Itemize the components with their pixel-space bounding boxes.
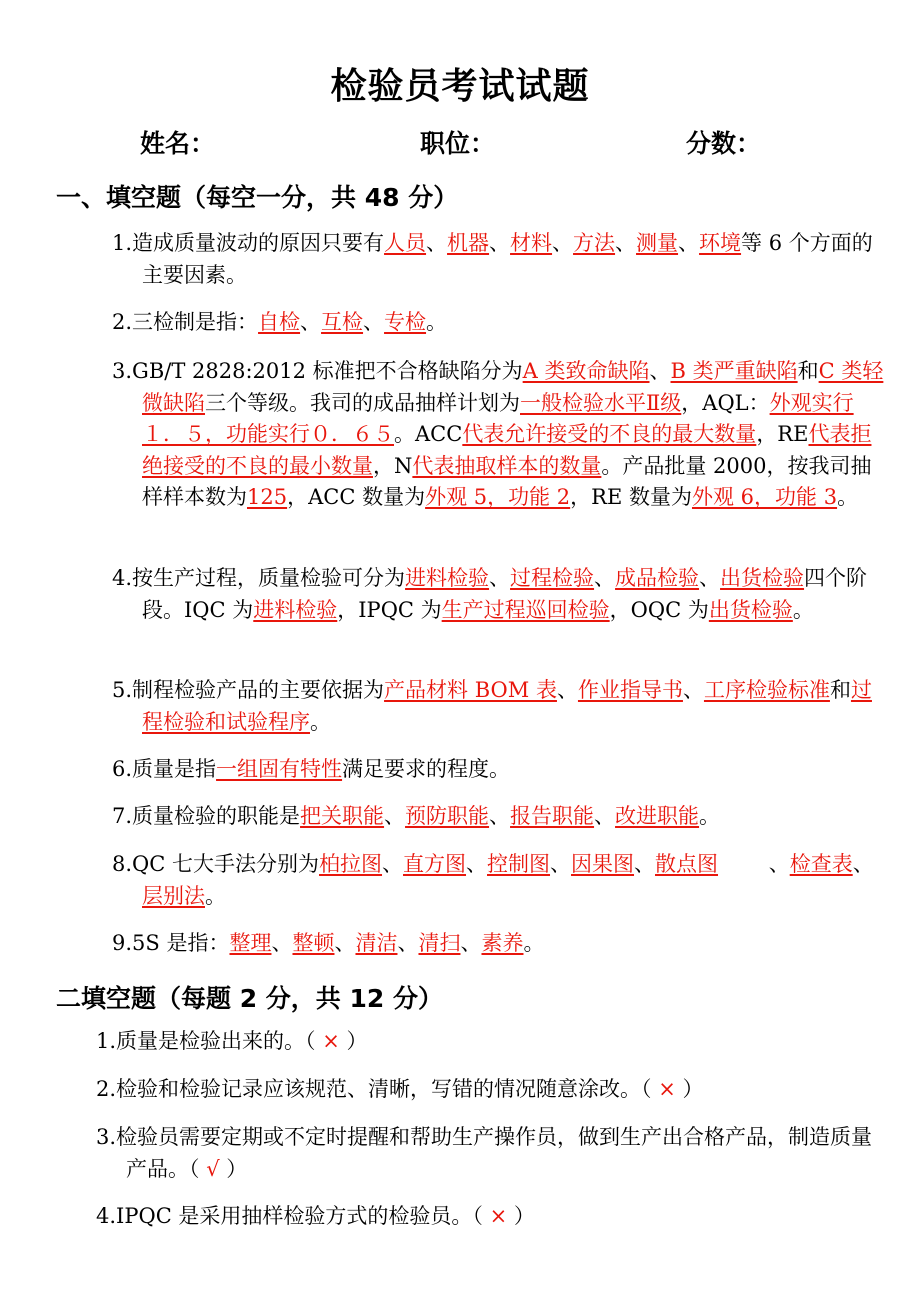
question-text: 三检制是指： xyxy=(132,310,259,334)
question-text: ，IPQC 为 xyxy=(337,597,442,622)
answer: 过程检验 xyxy=(510,566,595,590)
answer: 代表允许接受的不良的最大数量 xyxy=(462,422,757,446)
question-text: 。 xyxy=(310,709,331,734)
answer: 作业指导书 xyxy=(577,678,683,702)
question-text: 。 xyxy=(205,883,226,908)
bracket-close: ） xyxy=(346,1029,368,1053)
answer: 清扫 xyxy=(418,931,461,955)
question-number: 1. xyxy=(112,231,133,255)
question-text: 三个等级。我司的成品抽样计划为 xyxy=(205,390,520,415)
question-text: ，N xyxy=(373,453,413,478)
answer: 进料检验 xyxy=(405,566,490,590)
section2-heading: 二填空题（每题 2 分，共 12 分） xyxy=(56,984,444,1013)
answer: 代表拒绝接受的不良的最小数量 xyxy=(142,422,872,478)
question-6 xyxy=(112,754,892,786)
answer: 层别法 xyxy=(142,883,205,908)
question-text: 。 xyxy=(837,485,859,509)
question-text: 5S 是指： xyxy=(132,931,230,955)
question-number: 2. xyxy=(96,1077,117,1101)
check-mark: √ xyxy=(206,1156,220,1181)
answer: 整顿 xyxy=(292,931,335,955)
question-number: 3. xyxy=(96,1125,117,1149)
question-text: QC 七大手法分别为 xyxy=(132,852,320,876)
score-label: 分数： xyxy=(686,129,762,158)
answer: 方法 xyxy=(573,231,616,255)
question-1: 1.造成质量波动的原因只要有人员、机器、材料、方法、测量、环境等 6 个方面的主要因素。 xyxy=(112,231,873,287)
question-text: ，ACC 数量为 xyxy=(287,485,426,509)
answer: 外观 6，功能 3 xyxy=(691,485,838,509)
question-number: 1. xyxy=(96,1029,117,1053)
answer: 控制图 xyxy=(487,852,551,876)
answer: 外观实行１．５，功能实行０．６５ xyxy=(142,390,854,446)
answer: 素养 xyxy=(481,931,524,955)
question-number: 3. xyxy=(112,359,133,383)
question-4: 4.按生产过程，质量检验可分为进料检验、过程检验、成品检验、出货检验四个阶段。IQC 为进料检验，IPQC 为生产过程巡回检验，OQC 为出货检验。 xyxy=(112,566,868,622)
answer: 生产过程巡回检验 xyxy=(441,597,610,622)
answer: 因果图 xyxy=(571,852,635,876)
answer: 散点图 xyxy=(655,852,719,876)
question-text: 。 xyxy=(523,931,545,955)
answer: 预防职能 xyxy=(405,804,490,828)
answer: C 类轻微缺陷 xyxy=(142,359,884,415)
answer: 整理 xyxy=(229,931,272,955)
question-text: 制程检验产品的主要依据为 xyxy=(132,678,385,702)
judge-question-3 xyxy=(96,1122,886,1185)
question-number: 2. xyxy=(112,310,133,334)
question-text: 。 xyxy=(426,310,448,334)
answer: 把关职能 xyxy=(300,804,385,828)
answer: 代表抽取样本的数量 xyxy=(412,453,602,478)
answer: 环境 xyxy=(699,231,742,255)
wrong-mark: × xyxy=(489,1204,508,1228)
answer: 产品材料 BOM 表 xyxy=(384,678,557,702)
answer: 改进职能 xyxy=(615,804,700,828)
answer: 出货检验 xyxy=(708,597,793,622)
question-number: 4. xyxy=(96,1204,117,1228)
answer: 一组固有特性 xyxy=(216,757,343,781)
answer: 直方图 xyxy=(403,852,467,876)
answer: 人员 xyxy=(384,231,427,255)
question-number: 7. xyxy=(112,804,133,828)
answer: B 类严重缺陷 xyxy=(670,359,798,383)
question-2: 2.三检制是指：自检、互检、专检。 xyxy=(112,310,448,334)
question-number: 9. xyxy=(112,931,133,955)
question-text: ，RE xyxy=(756,422,809,446)
answer: 柏拉图 xyxy=(319,852,383,876)
answer: 专检 xyxy=(384,310,427,334)
question-9: 9.5S 是指：整理、整顿、清洁、清扫、素养。 xyxy=(112,931,545,955)
question-8: 8.QC 七大手法分别为柏拉图、直方图、控制图、因果图、散点图 、检查表、层别法。 xyxy=(112,852,874,908)
question-text: 。产品批量 2000，按我司抽样样本数为 xyxy=(142,453,872,509)
bracket-close: ） xyxy=(682,1077,704,1101)
answer: 一般检验水平Ⅱ级 xyxy=(520,390,682,415)
answer: 成品检验 xyxy=(615,566,700,590)
question-text: 。ACC xyxy=(394,422,463,446)
question-text: 四个阶段。IQC 为 xyxy=(142,566,868,622)
question-text: 检验员需要定期或不定时提醒和帮助生产操作员，做到生产出合格产品，制造质量产品。（ xyxy=(116,1125,873,1181)
question-text: 检验和检验记录应该规范、清晰，写错的情况随意涂改。（ xyxy=(116,1077,652,1101)
answer: 机器 xyxy=(447,231,490,255)
answer: 外观 5，功能 2 xyxy=(425,485,571,509)
question-text: 质量是指 xyxy=(132,757,217,781)
answer: 过程检验和试验程序 xyxy=(142,678,872,734)
question-text: 等 6 个方面的主要因素。 xyxy=(142,231,873,287)
question-text: 造成质量波动的原因只要有 xyxy=(132,231,385,255)
answer: 进料检验 xyxy=(253,597,338,622)
question-number: 5. xyxy=(112,678,133,702)
answer: 125 xyxy=(247,485,288,509)
answer: 材料 xyxy=(510,231,553,255)
wrong-mark: × xyxy=(322,1029,340,1053)
answer: 出货检验 xyxy=(720,566,805,590)
answer: 检查表 xyxy=(789,852,853,876)
question-number: 4. xyxy=(112,566,133,590)
answer: 互检 xyxy=(321,310,364,334)
question-3: 3.GB/T 2828:2012 标准把不合格缺陷分为A 类致命缺陷、B 类严重缺陷和C 类轻微缺陷三个等级。我司的成品抽样计划为一般检验水平Ⅱ级，AQL：外观实行１．５，功能实行０．６５。ACC代表允许接受的不良的最大数量，RE代表拒绝接受的不良的最小数量，N代表抽取样本的数量。产品批量 2000，按我司抽样样本数为125，ACC 数量为外观 5，功能 2，RE 数量为外观 6，功能 3。 xyxy=(112,359,884,509)
question-text: ，OQC 为 xyxy=(609,597,709,622)
judge-question-4 xyxy=(96,1201,886,1233)
answer: 工序检验标准 xyxy=(703,678,830,702)
name-label: 姓名： xyxy=(140,129,216,158)
question-number: 6. xyxy=(112,757,133,781)
bracket-close: ） xyxy=(226,1156,248,1181)
question-text: 和 xyxy=(797,359,819,383)
judge-question-2 xyxy=(96,1074,886,1106)
question-text: 质量检验的职能是 xyxy=(132,804,301,828)
answer: 测量 xyxy=(636,231,679,255)
question-text: ，RE 数量为 xyxy=(570,485,692,509)
answer: 报告职能 xyxy=(510,804,595,828)
question-text: 。 xyxy=(699,804,721,828)
question-text: 和 xyxy=(829,678,851,702)
judge-question-1 xyxy=(96,1026,886,1058)
question-text: 满足要求的程度。 xyxy=(342,757,511,781)
page-title: 检验员考试试题 xyxy=(330,66,590,107)
answer: A 类致命缺陷 xyxy=(522,359,650,383)
question-text: IPQC 是采用抽样检验方式的检验员。（ xyxy=(116,1204,483,1228)
bracket-close: ） xyxy=(513,1204,535,1228)
wrong-mark: × xyxy=(658,1077,676,1101)
position-label: 职位： xyxy=(420,129,496,158)
answer: 自检 xyxy=(258,310,301,334)
question-text: 质量是检验出来的。（ xyxy=(116,1029,316,1053)
question-text: 按生产过程，质量检验可分为 xyxy=(132,566,406,590)
question-7: 7.质量检验的职能是把关职能、预防职能、报告职能、改进职能。 xyxy=(112,804,721,828)
question-5: 5.制程检验产品的主要依据为产品材料 BOM 表、作业指导书、工序检验标准和过程检验和试验程序。 xyxy=(112,678,872,734)
question-number: 8. xyxy=(112,852,133,876)
section1-heading: 一、填空题（每空一分，共 48 分） xyxy=(56,183,459,212)
question-text: ，AQL： xyxy=(681,390,770,415)
answer: 清洁 xyxy=(355,931,398,955)
question-text: 。 xyxy=(792,597,814,622)
question-text: GB/T 2828:2012 标准把不合格缺陷分为 xyxy=(132,359,523,383)
